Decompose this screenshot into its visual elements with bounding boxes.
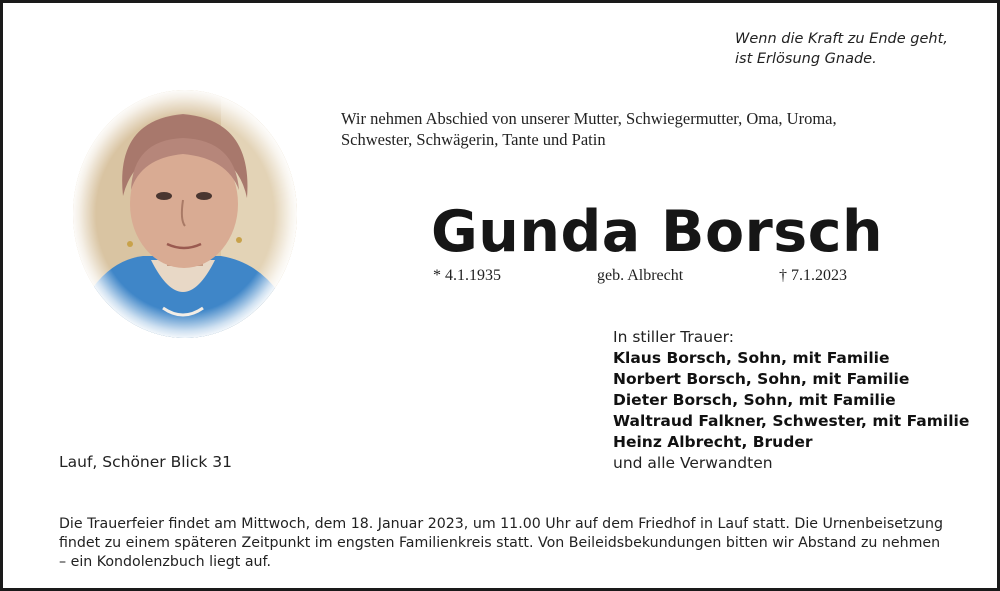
mourner-name: Norbert Borsch, Sohn, mit Familie <box>613 370 910 388</box>
mourner-name: Dieter Borsch, Sohn, mit Familie <box>613 391 896 409</box>
mourner-name: Heinz Albrecht, Bruder <box>613 433 813 451</box>
quote <box>735 29 985 69</box>
funeral-notice <box>59 515 959 572</box>
maiden-name: geb. Albrecht <box>597 267 684 284</box>
funeral-notice-line-3: – ein Kondolenzbuch liegt auf. <box>59 554 271 570</box>
intro-text <box>341 108 981 150</box>
intro-line-1: Wir nehmen Abschied von unserer Mutter, Schwiegermutter, Oma, Uroma, <box>341 109 837 128</box>
quote-line-2: ist Erlösung Gnade. <box>735 51 877 67</box>
mourners-closing: und alle Verwandten <box>613 454 773 472</box>
mourner-name: Klaus Borsch, Sohn, mit Familie <box>613 349 890 367</box>
quote-line-1: Wenn die Kraft zu Ende geht, <box>735 31 948 47</box>
mourner-name: Waltraud Falkner, Schwester, mit Familie <box>613 412 970 430</box>
deceased-name: Gunda Borsch <box>431 199 884 265</box>
funeral-notice-line-1: Die Trauerfeier findet am Mittwoch, dem 18. Januar 2023, um 11.00 Uhr auf dem Friedhof in Lauf statt. Die Urnenbeisetzung <box>59 516 943 532</box>
intro-line-2: Schwester, Schwägerin, Tante und Patin <box>341 130 606 149</box>
mourners-heading: In stiller Trauer: <box>613 328 734 346</box>
death-date: † 7.1.2023 <box>779 267 847 284</box>
address: Lauf, Schöner Blick 31 <box>59 453 232 471</box>
birth-date: * 4.1.1935 <box>433 267 501 284</box>
portrait-photo <box>71 88 299 340</box>
funeral-notice-line-2: findet zu einem späteren Zeitpunkt im engsten Familienkreis statt. Von Beileidsbekundungen bitten wir Abstand zu nehmen <box>59 535 941 551</box>
mourners-list <box>613 327 993 474</box>
